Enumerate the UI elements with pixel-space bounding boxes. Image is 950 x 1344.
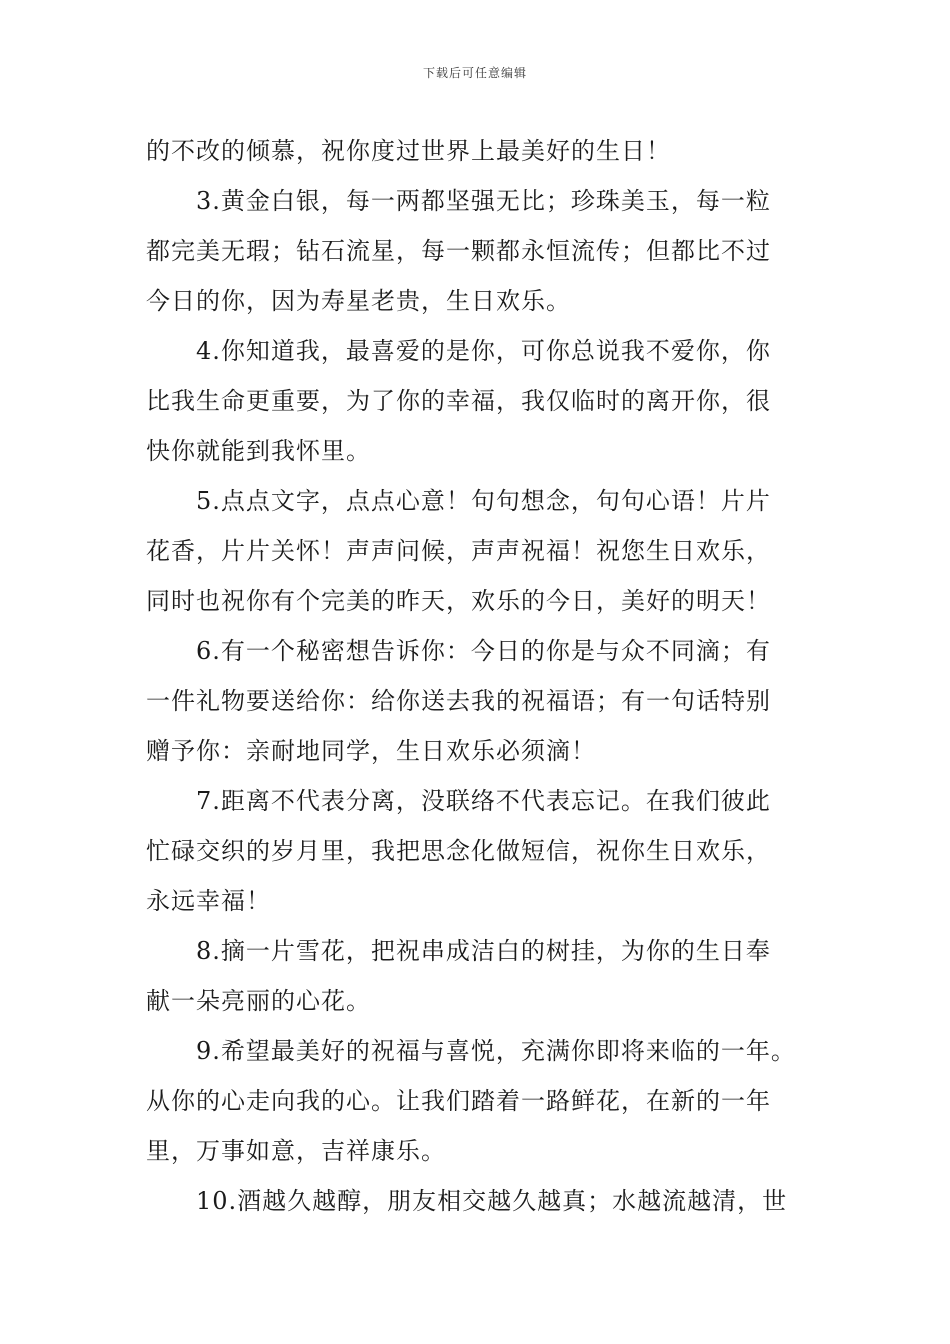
text-line: 都完美无瑕；钻石流星，每一颗都永恒流传；但都比不过 (146, 237, 771, 265)
text-line: 4.你知道我，最喜爱的是你，可你总说我不爱你，你 (196, 337, 771, 365)
text-line: 5.点点文字，点点心意！句句想念，句句心语！片片 (196, 487, 771, 515)
text-line: 7.距离不代表分离，没联络不代表忘记。在我们彼此 (196, 787, 771, 815)
text-line: 8.摘一片雪花，把祝串成洁白的树挂，为你的生日奉 (196, 937, 771, 965)
text-line: 比我生命更重要，为了你的幸福，我仅临时的离开你，很 (146, 387, 771, 415)
text-line: 花香，片片关怀！声声问候，声声祝福！祝您生日欢乐， (146, 537, 771, 565)
text-line: 一件礼物要送给你：给你送去我的祝福语；有一句话特别 (146, 687, 771, 715)
text-line: 赠予你：亲耐地同学，生日欢乐必须滴！ (146, 737, 596, 765)
text-line: 3.黄金白银，每一两都坚强无比；珍珠美玉，每一粒 (196, 187, 771, 215)
text-line: 从你的心走向我的心。让我们踏着一路鲜花，在新的一年 (146, 1087, 771, 1115)
text-line: 献一朵亮丽的心花。 (146, 987, 371, 1015)
text-line: 的不改的倾慕，祝你度过世界上最美好的生日！ (146, 137, 671, 165)
text-line: 10.酒越久越醇，朋友相交越久越真；水越流越清，世 (196, 1187, 788, 1215)
document-body (146, 126, 826, 1226)
page-header: 下载后可任意编辑 (422, 66, 527, 80)
text-line: 快你就能到我怀里。 (146, 437, 371, 465)
text-line: 6.有一个秘密想告诉你：今日的你是与众不同滴；有 (196, 637, 771, 665)
text-line: 忙碌交织的岁月里，我把思念化做短信，祝你生日欢乐， (146, 837, 771, 865)
text-line: 今日的你，因为寿星老贵，生日欢乐。 (146, 287, 571, 315)
text-line: 9.希望最美好的祝福与喜悦，充满你即将来临的一年。 (196, 1037, 796, 1065)
text-line: 同时也祝你有个完美的昨天，欢乐的今日，美好的明天！ (146, 587, 771, 615)
text-line: 永远幸福！ (146, 887, 271, 915)
text-line: 里，万事如意，吉祥康乐。 (146, 1137, 446, 1165)
